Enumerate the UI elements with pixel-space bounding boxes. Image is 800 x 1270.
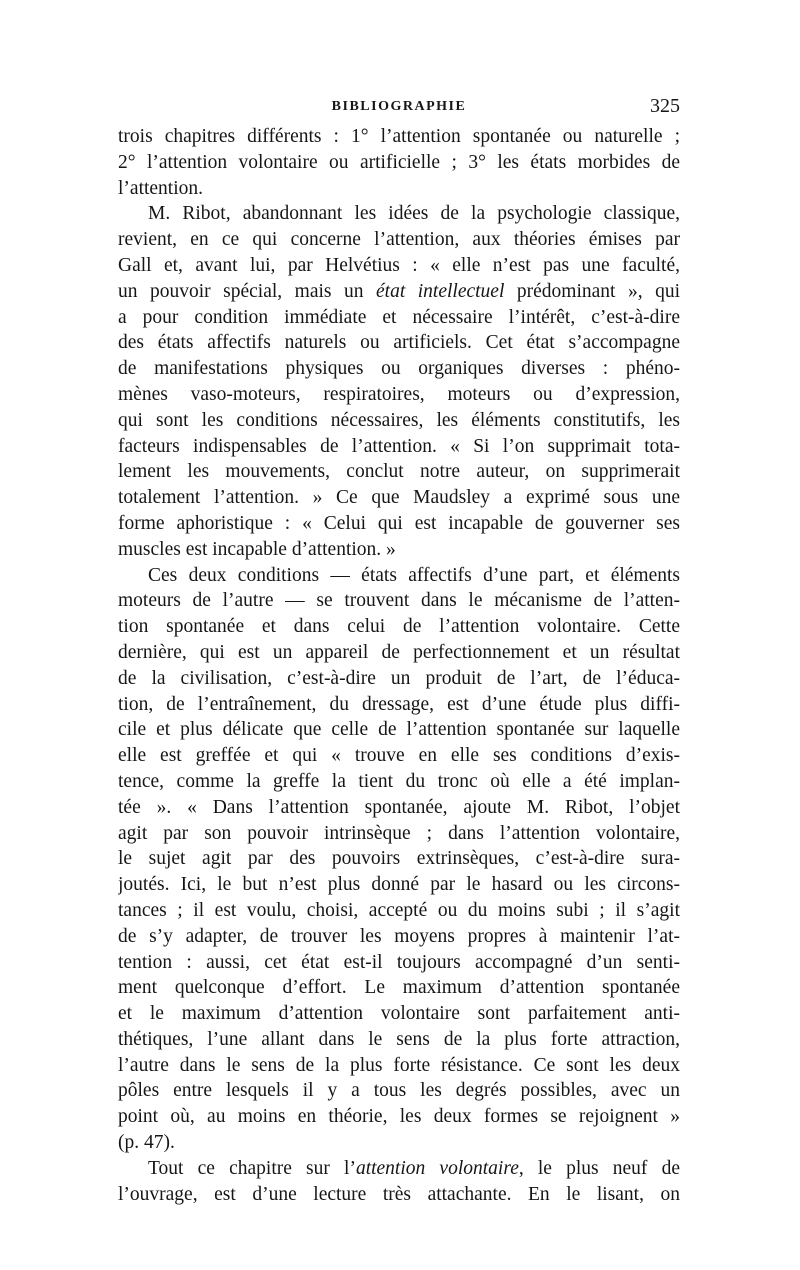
text-line: l’ouvrage, est d’une lecture très attachante. En le lisant, on [118,1183,680,1205]
text-line: Gall et, avant lui, par Helvétius : « elle n’est pas une faculté, [118,254,680,276]
text-line: agit par son pouvoir intrinsèque ; dans l’attention volontaire, [118,822,680,844]
text-segment: Tout ce chapitre sur l’ [148,1157,356,1179]
text-line: (p. 47). [118,1132,175,1154]
italic-phrase: attention volontaire [355,1157,519,1179]
text-line: Ces deux conditions — états affectifs d’une part, et éléments [148,564,680,586]
text-line: de s’y adapter, de trouver les moyens propres à maintenir l’at- [118,925,680,947]
text-line: l’attention. [118,177,204,199]
text-line: muscles est incapable d’attention. » [118,538,396,560]
text-line: moteurs de l’autre — se trouvent dans le mécanisme de l’atten- [118,590,680,612]
text-line: cile et plus délicate que celle de l’attention spontanée sur laquelle [118,719,680,741]
text-line: forme aphoristique : « Celui qui est incapable de gouverner ses [118,512,680,534]
text-segment: un pouvoir spécial, mais un [118,280,377,302]
body-text [118,124,680,1207]
text-line: de manifestations physiques ou organiques diverses : phéno- [118,358,680,380]
text-line: joutés. Ici, le but n’est plus donné par le hasard ou les circons- [118,874,680,896]
text-line: tence, comme la greffe la tient du tronc où elle a été implan- [118,770,680,792]
text-line: elle est greffée et qui « trouve en elle ses conditions d’exis- [118,745,680,767]
text-line [118,279,680,305]
text-line: tances ; il est voulu, choisi, accepté ou du moins subi ; il s’agit [118,899,680,921]
text-line: l’autre dans le sens de la plus forte résistance. Ce sont les deux [118,1054,680,1076]
text-line: tée ». « Dans l’attention spontanée, ajoute M. Ribot, l’objet [118,796,680,818]
text-line: des états affectifs naturels ou artificiels. Cet état s’accompagne [118,332,680,354]
text-line: tion, de l’entraînement, du dressage, est d’une étude plus diffi- [118,693,680,715]
text-line: tion spontanée et dans celui de l’attention volontaire. Cette [118,616,680,638]
text-segment: prédominant », qui [504,280,680,302]
text-line: de la civilisation, c’est-à-dire un produit de l’art, de l’éduca- [118,667,680,689]
page-number: 325 [650,95,680,117]
text-line: a pour condition immédiate et nécessaire l’intérêt, c’est-à-dire [118,306,680,328]
text-line: revient, en ce qui concerne l’attention, aux théories émises par [118,229,680,251]
text-line: lement les mouvements, conclut notre auteur, on supprimerait [118,461,680,483]
text-line: dernière, qui est un appareil de perfectionnement et un résultat [118,641,680,663]
italic-phrase: état intellectuel [376,280,505,302]
text-line: pôles entre lesquels il y a tous les degrés possibles, avec un [118,1080,680,1102]
text-line: ment quelconque d’effort. Le maximum d’attention spontanée [118,977,680,999]
text-line: tention : aussi, cet état est-il toujours accompagné d’un senti- [118,951,680,973]
text-line [118,1156,680,1182]
text-line: M. Ribot, abandonnant les idées de la psychologie classique, [148,203,680,225]
text-line: qui sont les conditions nécessaires, les éléments constitutifs, les [118,409,680,431]
text-line: et le maximum d’attention volontaire sont parfaitement anti- [118,1003,680,1025]
text-line: trois chapitres différents : 1° l’attention spontanée ou naturelle ; [118,126,680,147]
text-line: point où, au moins en théorie, les deux formes se rejoignent » [118,1106,680,1128]
text-line: le sujet agit par des pouvoirs extrinsèques, c’est-à-dire sura- [118,848,680,870]
running-title: BIBLIOGRAPHIE [331,99,467,114]
text-line: mènes vaso-moteurs, respiratoires, moteurs ou d’expression, [118,383,680,405]
text-line: 2° l’attention volontaire ou artificielle ; 3° les états morbides de [118,151,680,173]
text-line: thétiques, l’une allant dans le sens de la plus forte attraction, [118,1028,680,1050]
text-segment: , le plus neuf de [518,1157,680,1179]
text-line: facteurs indispensables de l’attention. « Si l’on supprimait tota- [118,435,680,457]
text-line: totalement l’attention. » Ce que Maudsley a exprimé sous une [118,487,680,509]
running-head [118,95,680,121]
